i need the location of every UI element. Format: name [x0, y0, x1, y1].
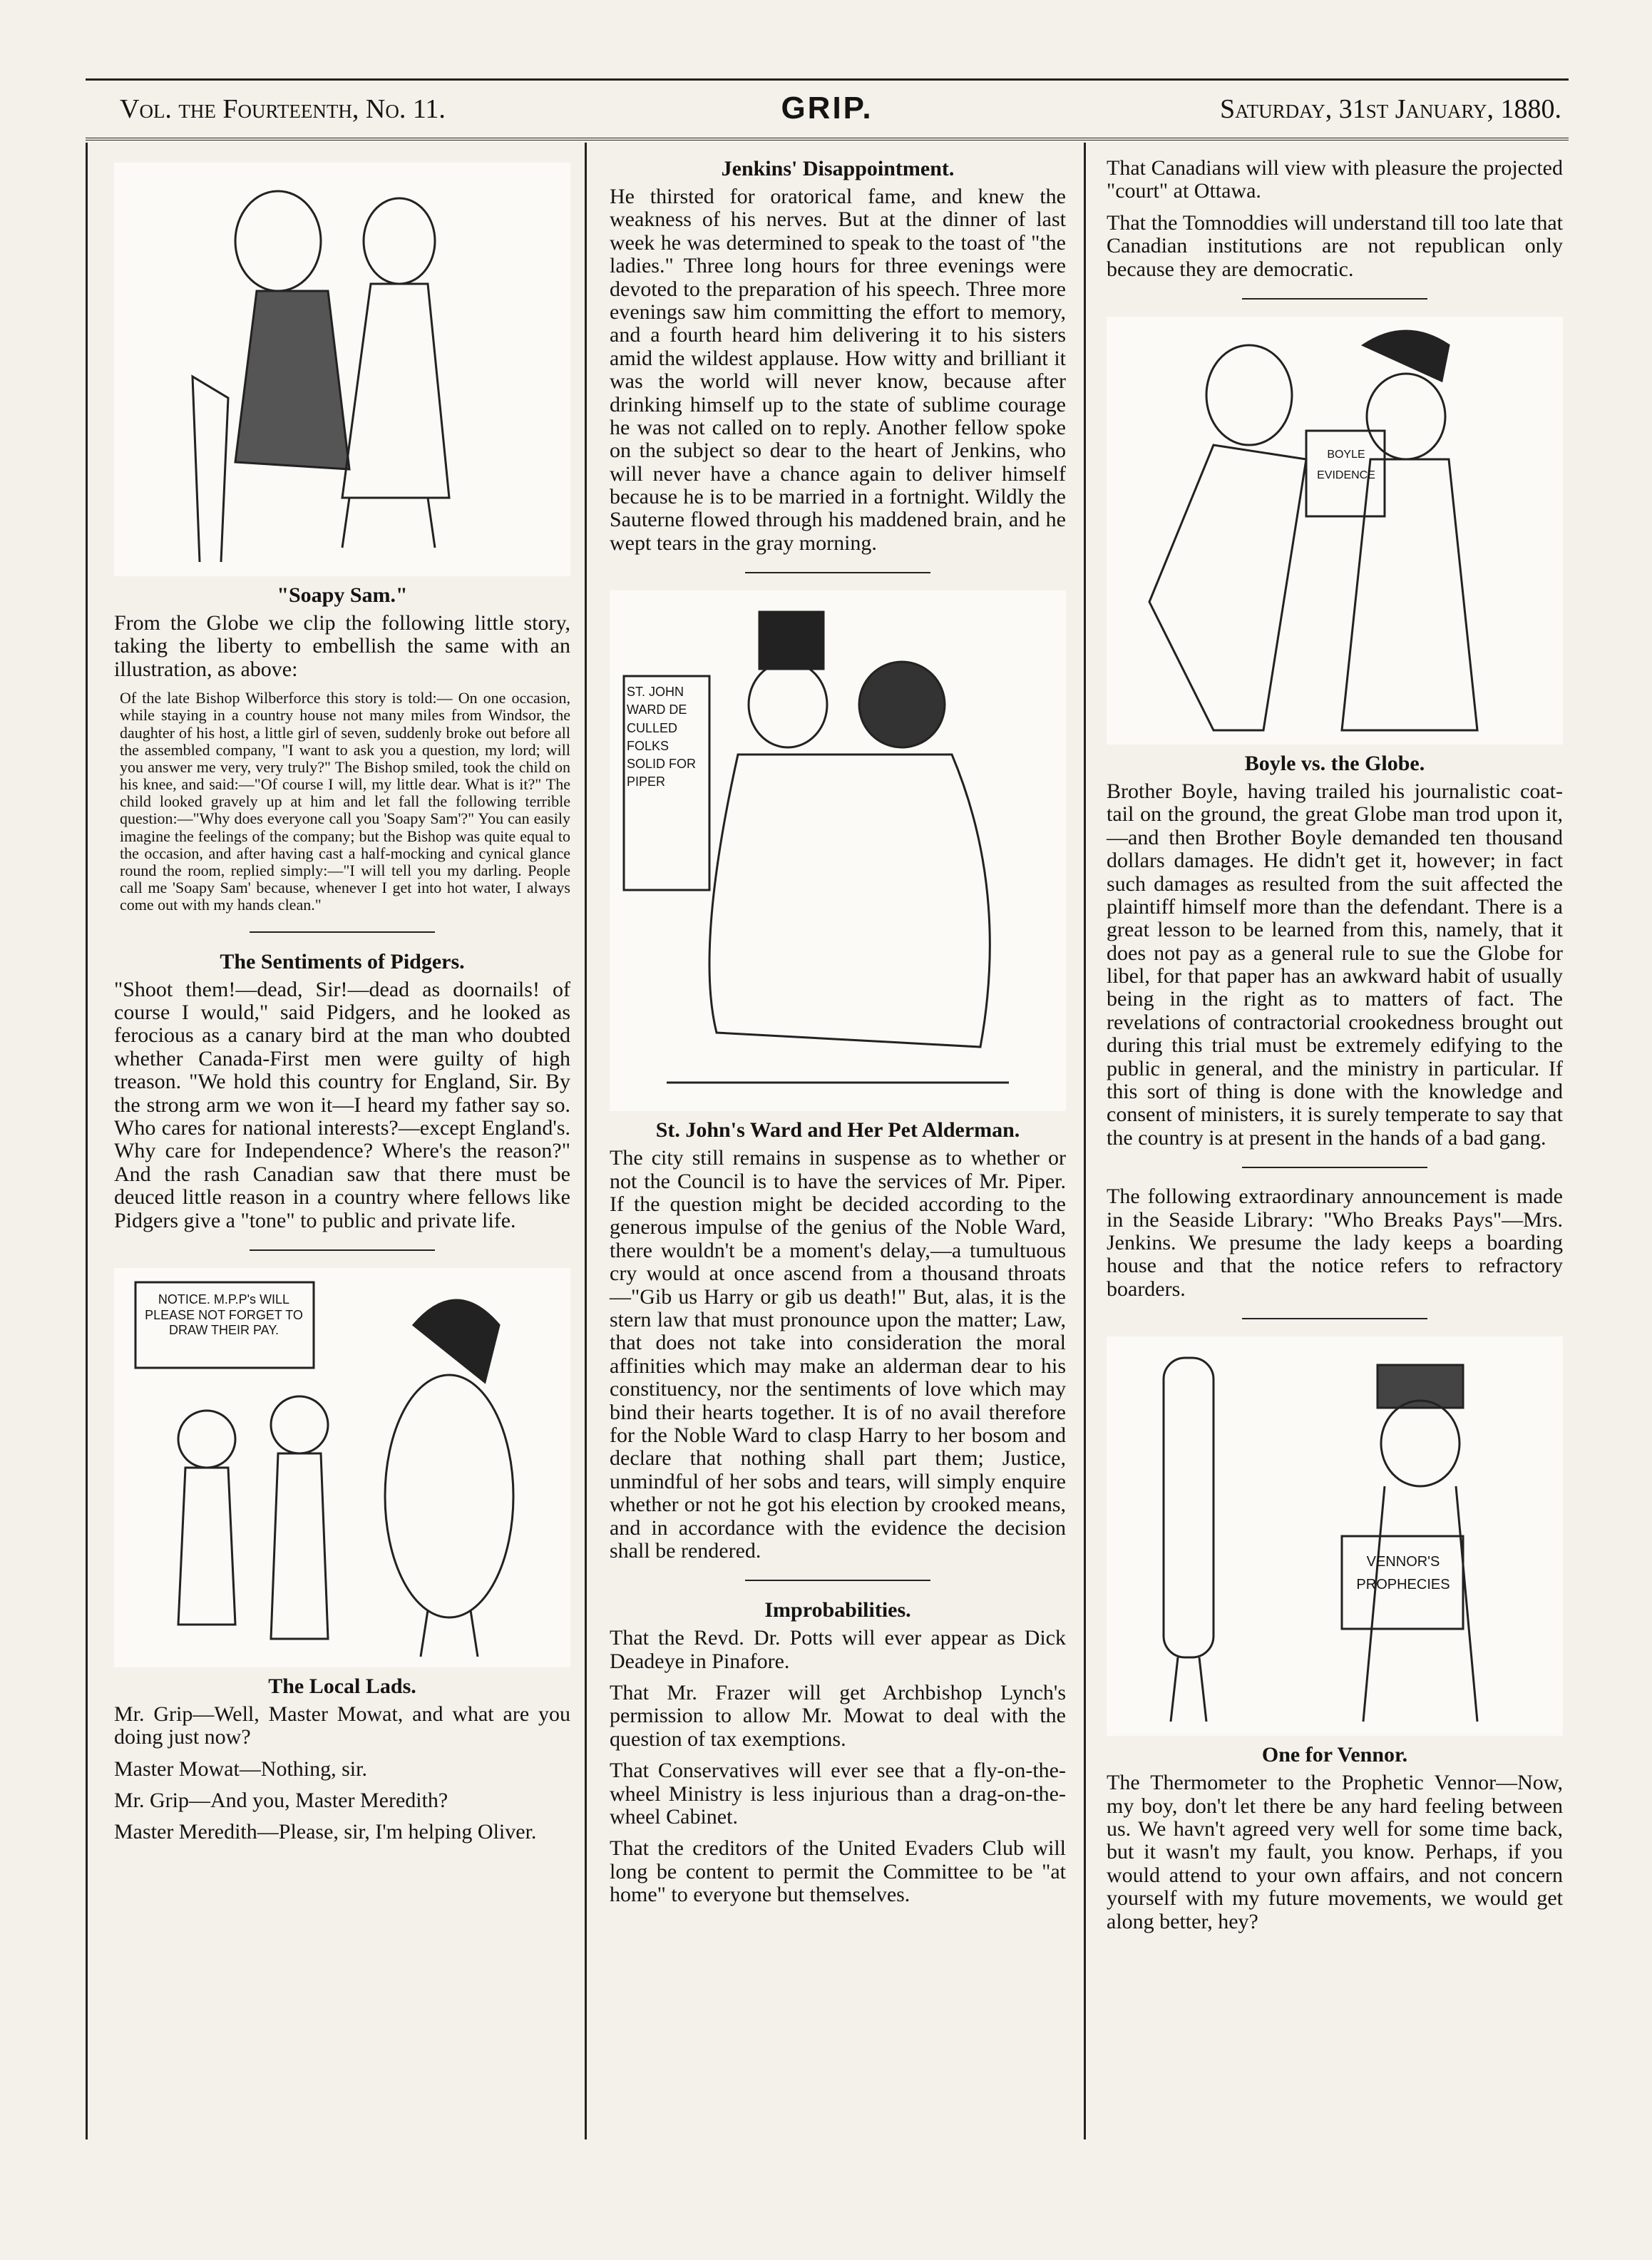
soapy-sam-intro: From the Globe we clip the following little story, taking the liberty to embellish the same with an illustration, as above:	[114, 611, 570, 681]
divider	[250, 931, 435, 933]
divider	[1242, 1167, 1427, 1168]
lads-line-2: Master Mowat—Nothing, sir.	[114, 1757, 367, 1781]
divider	[250, 1249, 435, 1251]
soapy-sam-illustration	[114, 163, 570, 576]
column-3	[1107, 157, 1563, 1942]
lads-line-1: Mr. Grip—Well, Master Mowat, and what are you doing just now?	[114, 1702, 570, 1749]
improbability-6: That the Tomnoddies will understand till too late that Canadian institutions are not republican only because they are democratic.	[1107, 210, 1563, 281]
lads-line-4: Master Meredith—Please, sir, I'm helping Oliver.	[114, 1820, 537, 1844]
notice-sign-text: NOTICE. M.P.P's WILL PLEASE NOT FORGET TO DRAW THEIR PAY.	[145, 1292, 303, 1338]
pidgers-text: "Shoot them!—dead, Sir!—dead as doornails! of course I would," said Pidgers, and he looked as ferocious as a canary bird at the man who doubted whether Canada-First men were guilty of high treason. "We hold this country for England, Sir. By the strong arm we won it—I heard my father say so. Who cares for national interests?—except England's. Why care for Independence? Where's the reason?" And the rash Canadian saw that there must be deuced little reason in a country where fellows like Pidgers give a "tone" to public and private life.	[114, 977, 570, 1232]
improbability-2: That Mr. Frazer will get Archbishop Lynch's permission to allow Mr. Mowat to deal with the question of tax exemptions.	[610, 1681, 1066, 1751]
divider	[1242, 298, 1427, 300]
improbability-4: That the creditors of the United Evaders Club will long be content to permit the Committee to be "at home" to everyone but themselves.	[610, 1836, 1066, 1907]
lads-line-3: Mr. Grip—And you, Master Meredith?	[114, 1789, 448, 1813]
boyle-title: Boyle vs. the Globe.	[1244, 751, 1425, 775]
st-johns-ward-title: St. John's Ward and Her Pet Alderman.	[655, 1118, 1020, 1142]
improbability-5: That Canadians will view with pleasure the projected "court" at Ottawa.	[1107, 156, 1563, 203]
issue-date: Saturday, 31st January, 1880.	[1220, 94, 1561, 124]
improbabilities-title: Improbabilities.	[764, 1598, 911, 1622]
column-rule-2	[1084, 143, 1086, 2139]
improbability-3: That Conservatives will ever see that a fly-on-the-wheel Ministry is less injurious than a drag-on-the-wheel Cabinet.	[610, 1759, 1066, 1829]
local-lads-title: The Local Lads.	[268, 1674, 416, 1698]
improbability-1: That the Revd. Dr. Potts will ever appear as Dick Deadeye in Pinafore.	[610, 1626, 1066, 1673]
divider	[1242, 1318, 1427, 1319]
st-johns-ward-text: The city still remains in suspense as to whether or not the Council is to have the services of Mr. Piper. If the question might be decided according to the generous impulse of the genius of the Noble Ward, there wouldn't be a moment's delay,—a tumultuous cry would at once ascend from a thousand throats—"Gib us Harry or gib us death!" But, alas, it is the stern law that must pronounce upon the matter; Law, that does not take into consideration the moral affinities which may make an alderman dear to his constituency, nor the sentiments of love which may bind their hearts together. It is of no avail therefore for the Noble Ward to clasp Harry to her bosom and declare that nothing shall part them; Justice, unmindful of her sobs and tears, will simply enquire whether or not he got his election by crooked means, and in accordance with the evidence the decision shall be rendered.	[610, 1146, 1066, 1563]
vennor-text: The Thermometer to the Prophetic Vennor—Now, my boy, don't let there be any hard feeling between us. We havn't agreed very well for some time back, but it wasn't my fault, you know. Perhaps, if you would attend to your own affairs, and not concern yourself with my future movements, we would get along better, hey?	[1107, 1771, 1563, 1933]
paper-title: GRIP.	[781, 91, 873, 126]
soapy-sam-quote: Of the late Bishop Wilberforce this story is told:— On one occasion, while staying in a country house not many miles from Windsor, the daughter of his host, a little girl of seven, suddenly broke out before all the assembled company, "I want to ask you a question, my lord; will you answer me very, very truly?" The Bishop smiled, took the child on his knee, and said:—"Of course I will, my little dear. What is it?" The child looked gravely up at him and let fall the following terrible question:—"Why does everyone call you 'Soapy Sam'?" You can easily imagine the feelings of the company; but the Bishop was quite equal to the occasion, and after having cast a half-mocking and cynical glance round the room, replied simply:—"I will tell you my darling. People call me 'Soapy Sam' because, whenever I get into hot water, I always come out with my hands clean."	[120, 689, 570, 914]
divider	[745, 1580, 930, 1581]
seaside-library-text: The following extraordinary announcement is made in the Seaside Library: "Who Breaks Pays"—Mrs. Jenkins. We presume the lady keeps a boarding house and that the notice refers to refractory boarders.	[1107, 1185, 1563, 1301]
vennor-illustration	[1107, 1336, 1563, 1736]
jenkins-text: He thirsted for oratorical fame, and knew the weakness of his nerves. But at the dinner of last week he was determined to speak to the toast of "the ladies." Three long hours for three evenings were devoted to the preparation of his speech. Three more evenings saw him committing the effort to memory, and a fourth heard him delivering it to his sisters amid the wildest applause. How witty and brilliant it was the world will never know, because after drinking himself up to the state of sublime courage he was not called on to reply. Another fellow spoke on the subject so dear to the heart of Jenkins, who will never have a chance again to deliver himself because he is to be married in a fortnight. Wildly the Sauterne flowed through his maddened brain, and he wept tears in the gray morning.	[610, 185, 1066, 555]
boyle-text: Brother Boyle, having trailed his journalistic coat-tail on the ground, the great Globe man trod upon it,—and then Brother Boyle demanded ten thousand dollars damages. He didn't get it, however; in fact such damages as resulted from the suit affected the plaintiff himself more than the defendant. There is a great lesson to be learned from this, namely, that it does not pay as a general rule to sue the Globe for libel, for that paper has an awkward habit of usually being in the right as to matters of fact. The revelations of contractorial crookedness brought out during this trial must be extremely edifying to the public in general, and the ministry in particular. If this sort of thing is done with the knowledge and consent of ministers, it is surely temperate to say that the country is at present in the hands of a bad gang.	[1107, 779, 1563, 1150]
boyle-globe-illustration	[1107, 317, 1563, 745]
vennor-title: One for Vennor.	[1261, 1743, 1408, 1767]
ward-sign-text: ST. JOHN WARD DE CULLED FOLKS SOLID FOR PIPER	[627, 685, 697, 789]
jenkins-title: Jenkins' Disappointment.	[721, 157, 955, 180]
st-johns-ward-illustration	[610, 590, 1066, 1111]
column-2	[610, 157, 1066, 1916]
left-border	[86, 143, 88, 2139]
local-lads-illustration	[114, 1268, 570, 1667]
soapy-sam-title: "Soapy Sam."	[277, 583, 408, 607]
pidgers-title: The Sentiments of Pidgers.	[220, 949, 465, 973]
column-1	[114, 157, 570, 1853]
column-rule-1	[585, 143, 587, 2139]
volume-label: Vol. the Fourteenth, No. 11.	[120, 94, 446, 124]
vennor-sign-text: VENNOR'S PROPHECIES	[1356, 1554, 1450, 1593]
boyle-document-label: BOYLE EVIDENCE	[1317, 448, 1375, 481]
newspaper-page	[86, 78, 1569, 2147]
divider	[745, 572, 930, 573]
masthead	[86, 78, 1569, 140]
